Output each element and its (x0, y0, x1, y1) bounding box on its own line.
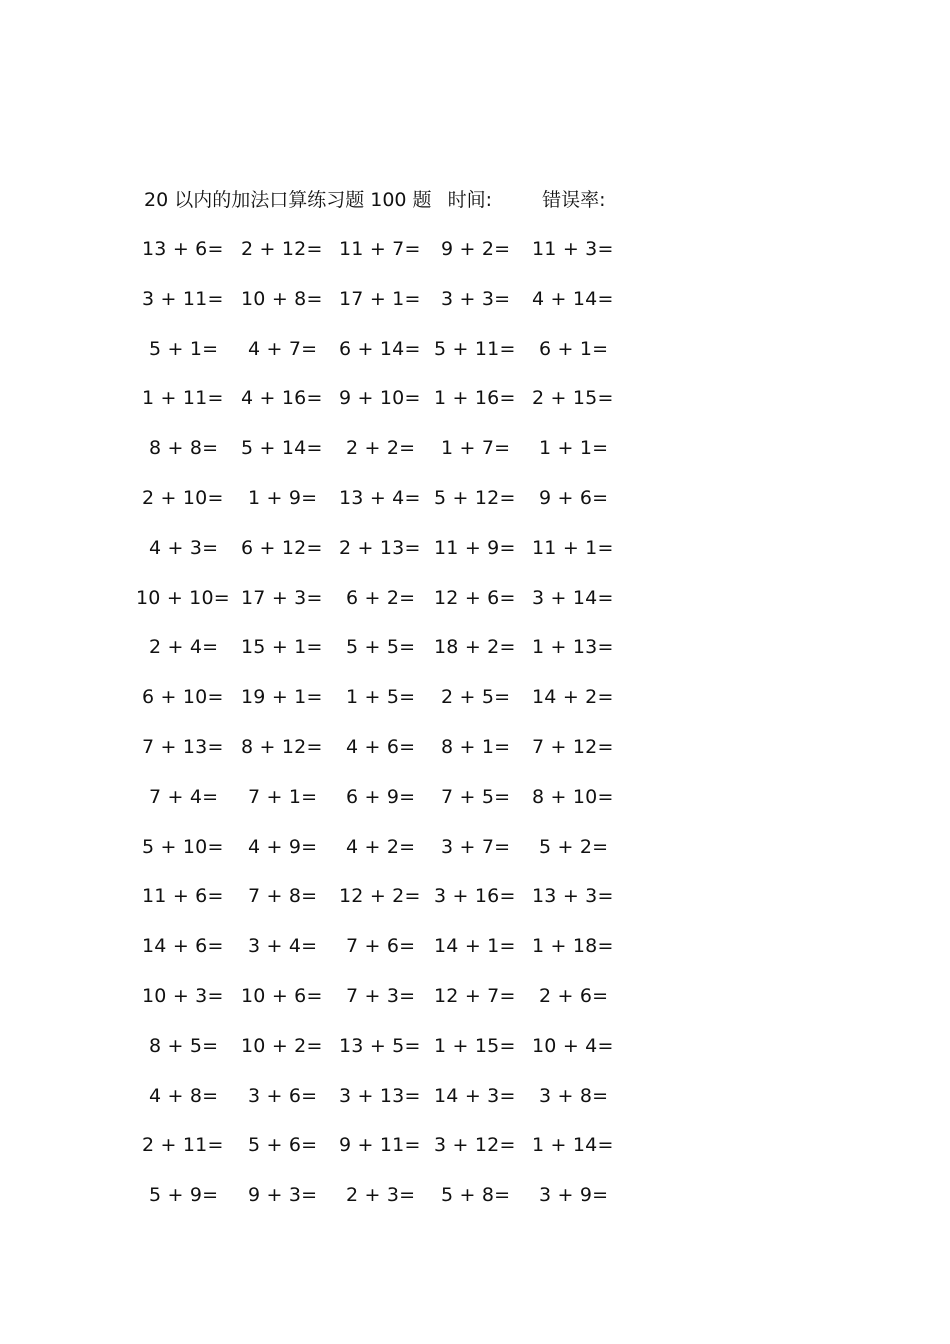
problem-item: 8 + 5= (149, 1034, 219, 1057)
problem-item: 6 + 9= (346, 785, 416, 808)
problem-item: 11 + 1= (532, 536, 614, 559)
problem-item: 4 + 9= (248, 835, 318, 858)
problem-item: 9 + 11= (339, 1134, 421, 1157)
problem-item: 3 + 6= (248, 1084, 318, 1107)
problem-item: 7 + 12= (532, 736, 614, 758)
problem-item: 6 + 10= (142, 686, 224, 709)
problem-item: 14 + 2= (532, 686, 614, 709)
problem-item: 2 + 15= (532, 387, 614, 410)
problem-item: 5 + 6= (248, 1134, 318, 1157)
problem-item: 4 + 2= (346, 835, 416, 858)
problem-item: 1 + 11= (142, 387, 224, 410)
problem-item: 2 + 2= (346, 437, 416, 460)
problem-item: 3 + 9= (539, 1184, 609, 1207)
problem-item: 5 + 2= (539, 835, 609, 858)
error-rate-label: 错误率: (542, 189, 606, 211)
problem-item: 7 + 3= (346, 985, 416, 1007)
problem-item: 17 + 1= (339, 287, 421, 310)
problem-item: 2 + 4= (149, 636, 219, 659)
problem-item: 8 + 1= (441, 736, 511, 758)
problem-item: 6 + 14= (339, 337, 421, 360)
problem-item: 2 + 6= (539, 985, 609, 1007)
problem-item: 5 + 10= (142, 835, 224, 858)
problem-item: 3 + 12= (434, 1134, 516, 1157)
problem-item: 14 + 1= (434, 935, 516, 958)
problem-item: 12 + 6= (434, 586, 516, 609)
problem-item: 4 + 6= (346, 736, 416, 758)
problem-item: 2 + 3= (346, 1184, 416, 1207)
problem-item: 19 + 1= (241, 686, 323, 709)
problem-item: 4 + 16= (241, 387, 323, 410)
problem-item: 11 + 3= (532, 238, 614, 260)
problem-item: 10 + 10= (136, 586, 230, 609)
problem-item: 7 + 8= (248, 885, 318, 908)
problem-item: 9 + 3= (248, 1184, 318, 1207)
problem-item: 5 + 9= (149, 1184, 219, 1207)
problem-item: 2 + 10= (142, 487, 224, 509)
problem-item: 17 + 3= (241, 586, 323, 609)
problem-item: 14 + 6= (142, 935, 224, 958)
problem-item: 1 + 5= (346, 686, 416, 709)
problem-item: 13 + 6= (142, 238, 224, 260)
problem-item: 2 + 12= (241, 238, 323, 260)
problem-item: 3 + 13= (339, 1084, 421, 1107)
problem-item: 1 + 7= (441, 437, 511, 460)
problem-item: 6 + 1= (539, 337, 609, 360)
problem-item: 5 + 12= (434, 487, 516, 509)
problem-item: 10 + 4= (532, 1034, 614, 1057)
problem-item: 2 + 11= (142, 1134, 224, 1157)
problem-item: 2 + 13= (339, 536, 421, 559)
problem-item: 3 + 7= (441, 835, 511, 858)
problem-item: 12 + 7= (434, 985, 516, 1007)
problem-item: 3 + 4= (248, 935, 318, 958)
problem-item: 1 + 18= (532, 935, 614, 958)
problem-item: 12 + 2= (339, 885, 421, 908)
problem-item: 15 + 1= (241, 636, 323, 659)
problem-item: 5 + 8= (441, 1184, 511, 1207)
problem-item: 13 + 4= (339, 487, 421, 509)
problem-item: 13 + 5= (339, 1034, 421, 1057)
problem-item: 10 + 6= (241, 985, 323, 1007)
problem-item: 1 + 13= (532, 636, 614, 659)
worksheet-title: 20 以内的加法口算练习题 100 题 (144, 189, 432, 211)
problem-item: 1 + 14= (532, 1134, 614, 1157)
problem-item: 8 + 8= (149, 437, 219, 460)
problem-item: 1 + 16= (434, 387, 516, 410)
problem-item: 14 + 3= (434, 1084, 516, 1107)
problem-item: 11 + 7= (339, 238, 421, 260)
problem-item: 1 + 15= (434, 1034, 516, 1057)
problem-item: 3 + 16= (434, 885, 516, 908)
problem-item: 3 + 11= (142, 287, 224, 310)
problem-item: 7 + 4= (149, 785, 219, 808)
problem-item: 5 + 1= (149, 337, 219, 360)
problem-item: 8 + 12= (241, 736, 323, 758)
problem-item: 7 + 13= (142, 736, 224, 758)
problem-item: 4 + 3= (149, 536, 219, 559)
problem-item: 6 + 2= (346, 586, 416, 609)
problem-item: 7 + 1= (248, 785, 318, 808)
problem-item: 8 + 10= (532, 785, 614, 808)
problem-item: 6 + 12= (241, 536, 323, 559)
problem-item: 4 + 8= (149, 1084, 219, 1107)
problem-item: 10 + 8= (241, 287, 323, 310)
problem-item: 11 + 9= (434, 536, 516, 559)
problem-item: 10 + 2= (241, 1034, 323, 1057)
problem-item: 1 + 1= (539, 437, 609, 460)
problem-item: 3 + 8= (539, 1084, 609, 1107)
problem-item: 18 + 2= (434, 636, 516, 659)
problem-item: 3 + 14= (532, 586, 614, 609)
problem-item: 2 + 5= (441, 686, 511, 709)
problem-item: 13 + 3= (532, 885, 614, 908)
problem-item: 10 + 3= (142, 985, 224, 1007)
problem-item: 1 + 9= (248, 487, 318, 509)
problem-item: 11 + 6= (142, 885, 224, 908)
problem-item: 9 + 10= (339, 387, 421, 410)
problem-item: 5 + 14= (241, 437, 323, 460)
problem-item: 7 + 6= (346, 935, 416, 958)
problem-item: 3 + 3= (441, 287, 511, 310)
problem-item: 5 + 11= (434, 337, 516, 360)
problem-item: 9 + 2= (441, 238, 511, 260)
problem-item: 9 + 6= (539, 487, 609, 509)
time-label: 时间: (447, 189, 493, 211)
problem-item: 4 + 14= (532, 287, 614, 310)
problem-item: 5 + 5= (346, 636, 416, 659)
problem-item: 4 + 7= (248, 337, 318, 360)
problem-item: 7 + 5= (441, 785, 511, 808)
